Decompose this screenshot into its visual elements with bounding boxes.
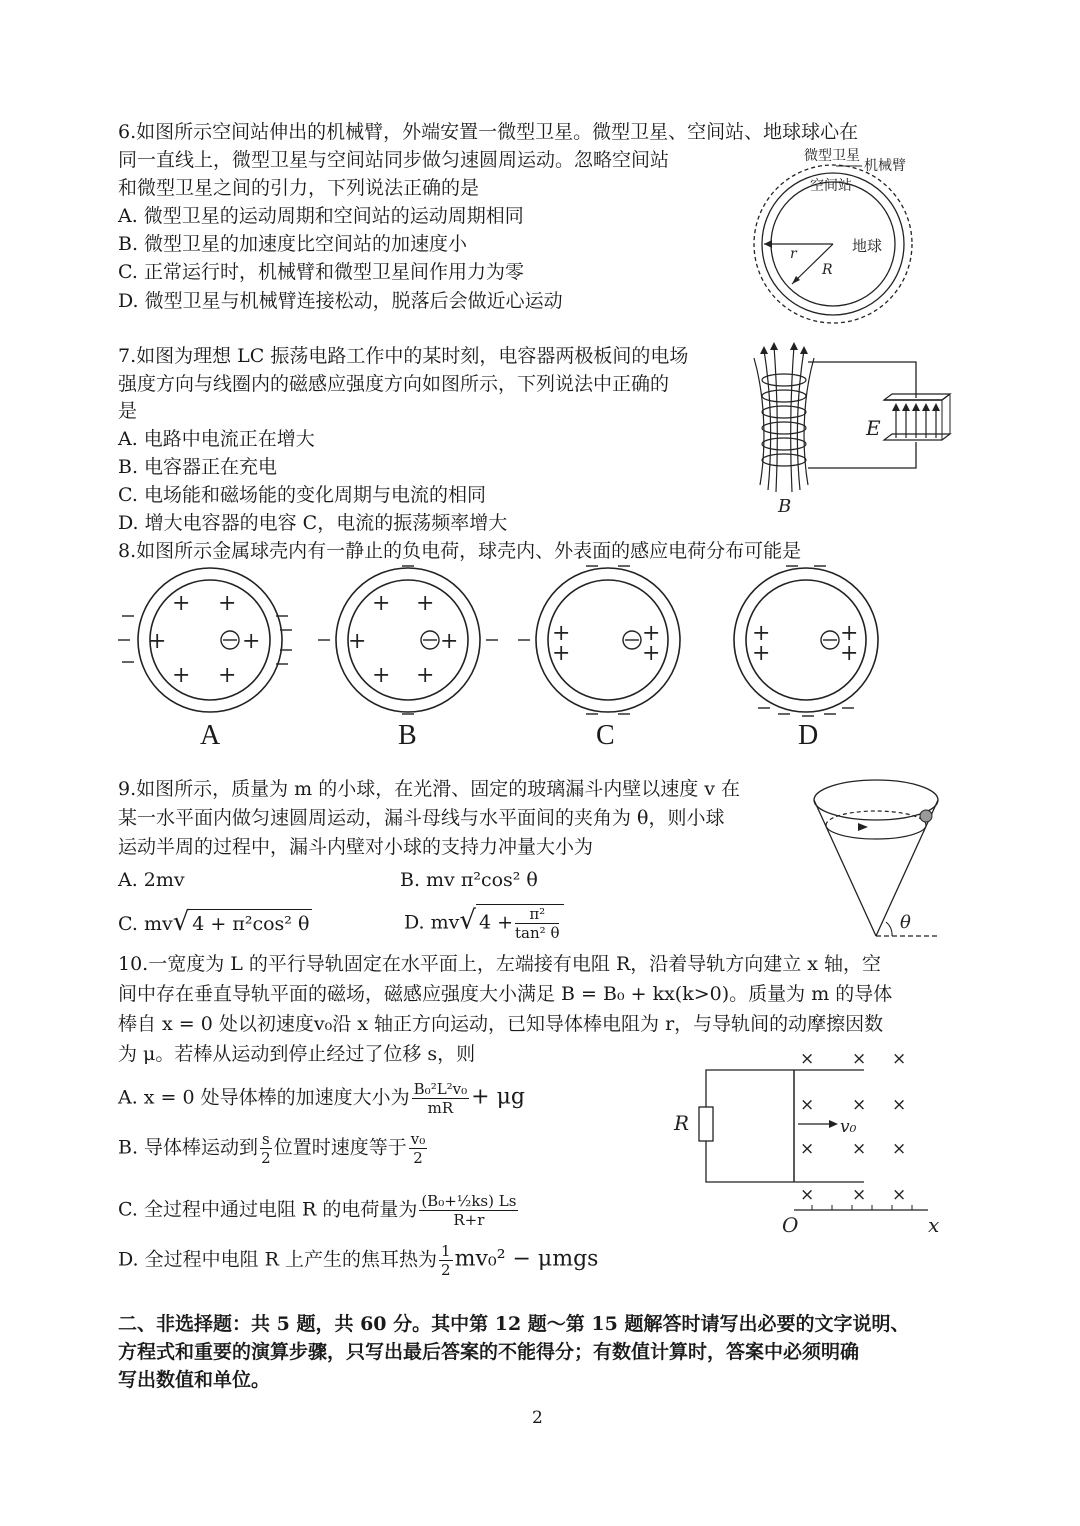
q6-option-d: D. 微型卫星与机械臂连接松动，脱落后会做近心运动 [118,290,563,312]
q8-figure-spheres [118,568,908,758]
q6-stem-line3: 和微型卫星之间的引力，下列说法正确的是 [118,177,480,199]
q10-label-R: R [674,1111,690,1135]
svg-text:+: + [416,591,435,616]
q9-option-c-prefix: C. mv [118,913,173,935]
q10-option-b-num1: s [262,1130,270,1148]
q8-label-c: C [596,720,615,751]
svg-text:×: × [892,1095,907,1115]
svg-text:+: + [416,663,435,688]
q10-option-a-prefix: A. x = 0 处导体棒的加速度大小为 [118,1086,410,1109]
svg-text:+: + [642,641,661,666]
svg-text:×: × [800,1095,815,1115]
svg-text:+: + [752,621,771,646]
svg-text:+: + [642,621,661,646]
q8-sphere-b [318,566,498,714]
q9-option-d-num: π² [515,905,559,924]
q9-option-d-den: tan² θ [515,924,560,942]
q9-option-b-expr: π²cos² θ [460,869,538,891]
svg-text:+: + [148,629,167,654]
q10-option-d-tail: mv₀² − μmgs [454,1246,599,1272]
q10-option-a-num: B₀²L²v₀ [413,1080,468,1098]
q6-label-satellite: 微型卫星 [804,148,860,164]
q8-label-a: A [200,720,221,751]
q10-option-d-num: 1 [441,1242,451,1260]
q10-option-a-den: mR [427,1099,454,1117]
svg-text:+: + [172,663,191,688]
q8-label-b: B [398,720,417,751]
q9-stem-line2: 某一水平面内做匀速圆周运动，漏斗母线与水平面间的夹角为 θ，则小球 [118,807,725,829]
q10-label-O: O [782,1213,799,1237]
q7-figure-lc-circuit [756,340,956,515]
svg-text:×: × [852,1095,867,1115]
q10-option-b [118,1130,429,1167]
svg-text:+: + [752,641,771,666]
q7-option-d: D. 增大电容器的电容 C，电流的振荡频率增大 [118,512,508,534]
q10-stem-line4: 为 μ。若棒从运动到停止经过了位移 s，则 [118,1043,476,1065]
svg-text:+: + [218,663,237,688]
svg-text:+: + [552,641,571,666]
svg-text:×: × [892,1185,907,1205]
q8-sphere-a [118,568,292,712]
q9-option-b [400,866,538,894]
q9-label-theta: θ [900,912,911,933]
q6-option-b: B. 微型卫星的加速度比空间站的加速度小 [118,233,468,255]
svg-text:×: × [852,1049,867,1069]
q10-option-b-den2: 2 [413,1149,423,1167]
q10-option-c-den: R+r [453,1211,485,1229]
svg-text:+: + [348,629,367,654]
q10-option-a [118,1080,525,1117]
q10-option-b-den1: 2 [261,1149,271,1167]
svg-text:×: × [892,1139,907,1159]
svg-text:×: × [892,1049,907,1069]
svg-text:+: + [440,629,459,654]
q7-option-a: A. 电路中电流正在增大 [118,428,315,450]
q10-label-x: x [928,1213,940,1237]
q10-option-c-num: (B₀+½ks) Ls [421,1192,517,1210]
svg-text:×: × [852,1139,867,1159]
svg-text:×: × [800,1185,815,1205]
q8-label-d: D [798,720,819,751]
q6-figure-orbit [752,148,922,328]
q9-option-d: D. mv√ 4 + $\frac{\text{π²}}{\text{tan² θ}}$ [404,904,564,942]
q7-label-E: E [866,416,881,440]
resistor [699,1107,713,1141]
q6-stem-line2: 同一直线上，微型卫星与空间站同步做匀速圆周运动。忽略空间站 [118,149,670,171]
q6-label-arm: 机械臂 [864,158,906,174]
svg-text:+: + [172,591,191,616]
q9-option-a: A. 2mv [118,869,185,891]
q8-stem: 8.如图所示金属球壳内有一静止的负电荷，球壳内、外表面的感应电荷分布可能是 [118,540,802,562]
svg-text:×: × [852,1185,867,1205]
svg-text:+: + [840,621,859,646]
q6-label-R: R [822,262,833,278]
svg-text:×: × [800,1049,815,1069]
q7-stem-line2: 强度方向与线圈内的磁感应强度方向如图所示，下列说法中正确的 [118,373,670,395]
q9-option-b-prefix: B. mv [400,869,455,891]
q7-option-c: C. 电场能和磁场能的变化周期与电流的相同 [118,484,486,506]
svg-text:+: + [372,663,391,688]
q8-sphere-c [518,566,680,714]
q9-option-c-expr: 4 + π²cos² θ [189,909,312,938]
q8-sphere-d [734,566,878,716]
q6-option-a: A. 微型卫星的运动周期和空间站的运动周期相同 [118,205,524,227]
q10-option-b-mid: 位置时速度等于 [273,1136,407,1159]
q10-stem-line3: 棒自 x = 0 处以初速度v₀沿 x 轴正方向运动，已知导体棒电阻为 r，与导轨间的动摩擦因数 [118,1013,884,1035]
q9-stem-line1: 9.如图所示，质量为 m 的小球，在光滑、固定的玻璃漏斗内壁以速度 v 在 [118,778,741,800]
q10-option-d-prefix: D. 全过程中电阻 R 上产生的焦耳热为 [118,1248,438,1271]
q6-stem-line1: 6.如图所示空间站伸出的机械臂，外端安置一微型卫星。微型卫星、空间站、地球球心在 [118,121,859,143]
ball [920,810,932,822]
q10-option-c [118,1192,520,1229]
q7-option-b: B. 电容器正在充电 [118,456,278,478]
q10-option-b-prefix: B. 导体棒运动到 [118,1136,259,1159]
section2-line3: 写出数值和单位。 [118,1369,271,1391]
q10-option-c-prefix: C. 全过程中通过电阻 R 的电荷量为 [118,1198,418,1221]
q10-option-d [118,1242,598,1279]
svg-text:×: × [800,1139,815,1159]
svg-text:+: + [552,621,571,646]
svg-text:+: + [242,629,261,654]
q6-label-r: r [790,246,797,262]
q10-stem-line2: 间中存在垂直导轨平面的磁场，磁感应强度大小满足 B = B₀ + kx(k>0)。质量为 m 的导体 [118,983,893,1005]
section2-line1: 二、非选择题：共 5 题，共 60 分。其中第 12 题～第 15 题解答时请写出必要的文字说明、 [118,1313,910,1335]
q10-label-v0: v₀ [840,1117,857,1137]
svg-text:+: + [840,641,859,666]
q9-figure-funnel [808,770,948,940]
q7-stem-line3: 是 [118,400,138,422]
q9-option-d-prefix: D. mv [404,911,460,934]
q10-stem-line1: 10.一宽度为 L 的平行导轨固定在水平面上，左端接有电阻 R，沿着导轨方向建立 x 轴，空 [118,953,882,975]
q9-option-d-lead: 4 + [478,911,514,934]
q10-option-d-den: 2 [441,1261,451,1279]
section2-line2: 方程式和重要的演算步骤，只写出最后答案的不能得分；有数值计算时，答案中必须明确 [118,1341,860,1363]
svg-text:+: + [218,591,237,616]
q10-option-b-num2: v₀ [410,1130,426,1148]
q6-label-earth: 地球 [852,237,883,255]
q10-option-a-tail: + μg [471,1084,525,1110]
q6-option-c: C. 正常运行时，机械臂和微型卫星间作用力为零 [118,261,524,283]
q9-stem-line3: 运动半周的过程中，漏斗内壁对小球的支持力冲量大小为 [118,836,594,858]
q7-label-B: B [778,496,792,517]
svg-text:+: + [372,591,391,616]
page-number: 2 [532,1408,543,1428]
q7-stem-line1: 7.如图为理想 LC 振荡电路工作中的某时刻，电容器两极板间的电场 [118,345,689,367]
q10-figure-rails [672,1050,952,1240]
q6-label-station: 空间站 [810,178,852,194]
q9-option-c: C. mv√ 4 + π²cos² θ [118,908,312,938]
